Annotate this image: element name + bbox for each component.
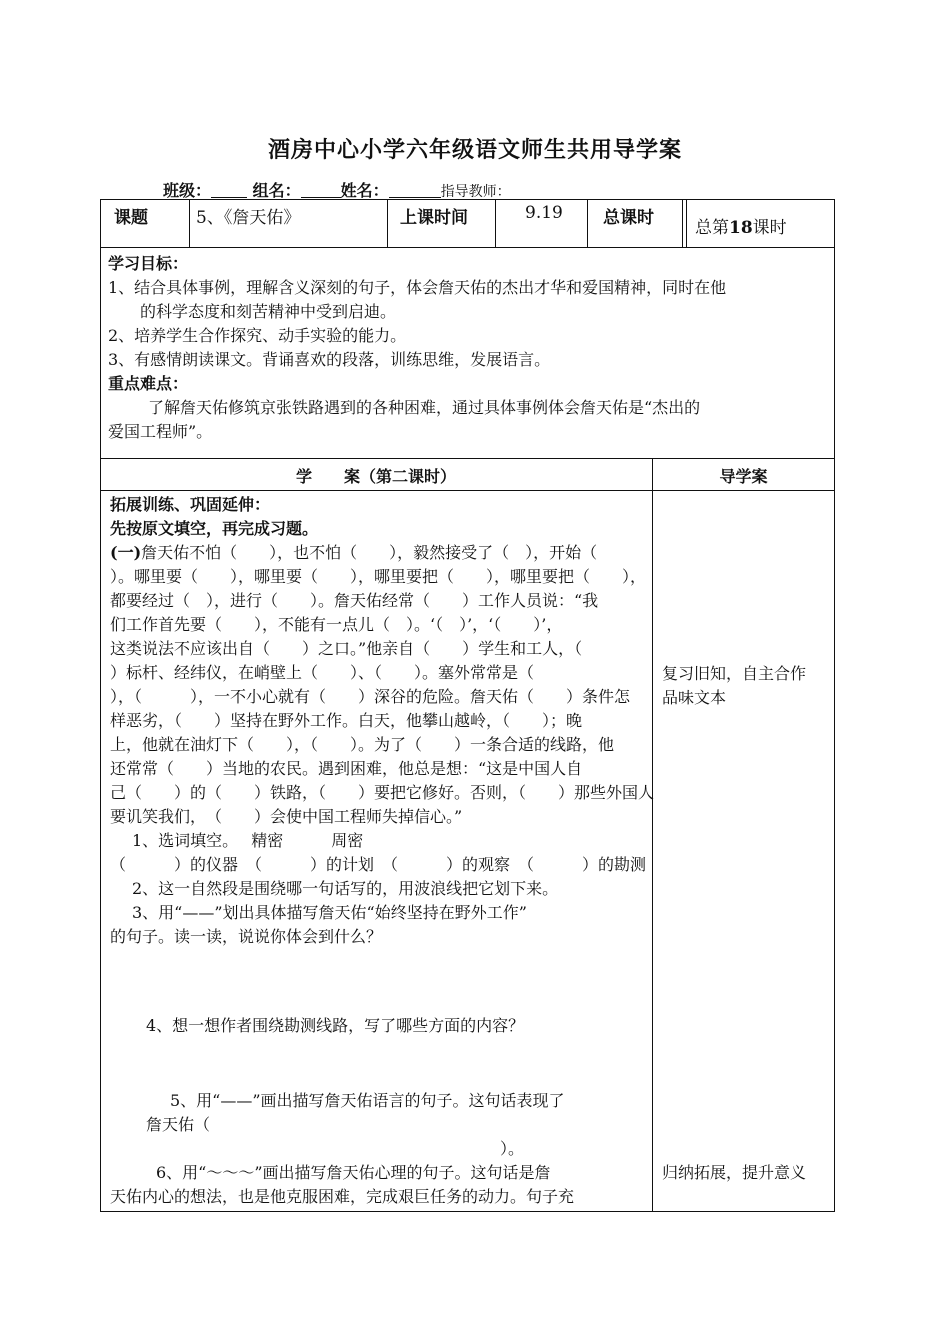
passage-line-11: 己（ ）的（ ）铁路，（ ）要把它修好。否则，（ ）那些外国人: [110, 783, 655, 802]
objective-1-line1: 1、结合具体事例，理解含义深刻的句子，体会詹天佑的杰出才华和爱国精神，同时在他: [108, 278, 727, 297]
topic-label: 课题: [114, 208, 148, 228]
total-number: 18: [729, 218, 753, 238]
question-1-options: （ ）的仪器 （ ）的计划 （ ）的观察 （ ）的勘测: [110, 855, 647, 874]
total-suffix: 课时: [752, 218, 787, 238]
class-label: 班级：: [163, 181, 212, 200]
name-label: 姓名：: [340, 181, 389, 200]
total-label: 总课时: [603, 208, 654, 228]
key-points-heading: 重点难点：: [108, 374, 189, 393]
question-1: 1、选词填空。 精密 周密: [132, 831, 364, 850]
passage-line-7: ），（ ），一不小心就有（ ）深谷的危险。詹天佑（ ）条件怎: [110, 687, 631, 706]
guide-note-2: 归纳拓展，提升意义: [662, 1163, 807, 1182]
objectives-heading: 学习目标：: [108, 254, 189, 273]
col-line-5b: [686, 199, 687, 247]
passage-line-3: 都要经过（ ），进行（ ）。詹天佑经常（ ）工作人员说：“我: [110, 591, 599, 610]
teacher-label: 指导教师：: [440, 184, 511, 200]
col-line-2: [387, 199, 388, 247]
col-line-5a: [682, 199, 683, 247]
passage-line-5: 这类说法不应该出自（ ）之口。”他亲自（ ）学生和工人，（: [110, 639, 583, 658]
time-label: 上课时间: [400, 208, 468, 228]
passage-line-2: ）。哪里要（ ），哪里要（ ），哪里要把（ ），哪里要把（ ），: [110, 567, 647, 586]
study-heading-1: 拓展训练、巩固延伸：: [110, 495, 271, 514]
passage-line-12: 要讥笑我们， （ ）会使中国工程师失掉信心。”: [110, 807, 463, 826]
section-header-right: 导学案: [719, 467, 768, 486]
question-5-line2: 詹天佑（: [146, 1115, 211, 1134]
question-5-line1: 5、用“——”画出描写詹天佑语言的句子。这句话表现了: [170, 1091, 565, 1110]
col-line-3: [495, 199, 496, 247]
key-points-line2: 爱国工程师”。: [108, 422, 213, 441]
name-blank: [389, 181, 441, 198]
question-5-line3: ）。: [500, 1139, 525, 1158]
group-blank: [301, 181, 341, 198]
question-5-block: [110, 1089, 648, 1161]
total-value: [695, 213, 787, 238]
passage-line-8: 样恶劣，（ ）坚持在野外工作。白天，他攀山越岭，（ ）；晚: [110, 711, 583, 730]
passage-line-1: [110, 541, 648, 565]
passage-text-1: 詹天佑不怕（ ），也不怕（ ），毅然接受了（ ），开始（: [141, 543, 598, 562]
section-header-left: 学 案（第二课时）: [295, 467, 456, 486]
question-4: 4、想一想作者围绕勘测线路，写了哪些方面的内容？: [146, 1016, 525, 1035]
study-heading-2: 先按原文填空，再完成习题。: [110, 519, 319, 538]
topic-value: 5、《詹天佑》: [196, 208, 301, 228]
passage-line-4: 们工作首先要（ ），不能有一点儿（ ）。‘（ ）’，‘（ ）’，: [110, 615, 563, 634]
passage-line-10: 还常常（ ）当地的农民。遇到困难，他总是想：“这是中国人自: [110, 759, 583, 778]
row-line-1: [100, 247, 835, 248]
question-6-block: [110, 1161, 648, 1209]
col-line-4: [587, 199, 588, 247]
study-block: [110, 493, 655, 949]
guide-note-1-line1: 复习旧知，自主合作: [662, 664, 807, 683]
row-line-2: [100, 458, 835, 459]
info-line: [163, 178, 511, 201]
total-prefix: 总第: [695, 218, 729, 238]
objectives-block: [108, 252, 828, 444]
question-6-line1: 6、用“～～～”画出描写詹天佑心理的句子。这句话是詹: [156, 1163, 551, 1182]
guide-note-1: [662, 662, 806, 710]
objective-3: 3、有感情朗读课文。背诵喜欢的段落，训练思维，发展语言。: [108, 350, 551, 369]
question-6-line2: 天佑内心的想法，也是他克服困难，完成艰巨任务的动力。句子充: [110, 1187, 575, 1206]
time-value: 9.19: [525, 203, 563, 223]
guide-note-1-line2: 品味文本: [662, 688, 727, 707]
document-title: 酒房中心小学六年级语文师生共用导学案: [267, 137, 682, 163]
col-line-guide: [652, 458, 653, 1212]
passage-line-9: 上，他就在油灯下（ ），（ ）。为了（ ）一条合适的线路，他: [110, 735, 615, 754]
objective-1-line2: 的科学态度和刻苦精神中受到启迪。: [140, 302, 397, 321]
objective-2: 2、培养学生合作探究、动手实验的能力。: [108, 326, 407, 345]
passage-line-6: ）标杆、经纬仪，在峭壁上（ ）、（ ）。塞外常常是（: [110, 663, 567, 682]
passage-label: (一): [110, 543, 142, 562]
question-3-line1: 3、用“——”划出具体描写詹天佑“始终坚持在野外工作”: [132, 903, 527, 922]
key-points-line1: 了解詹天佑修筑京张铁路遇到的各种困难，通过具体事例体会詹天佑是“杰出的: [148, 398, 701, 417]
class-blank: [211, 181, 247, 198]
question-3-line2: 的句子。读一读，说说你体会到什么？: [110, 927, 383, 946]
group-label: 组名：: [252, 181, 301, 200]
question-2: 2、这一自然段是围绕哪一句话写的，用波浪线把它划下来。: [132, 879, 559, 898]
row-line-3: [100, 490, 835, 491]
col-line-1: [189, 199, 190, 247]
